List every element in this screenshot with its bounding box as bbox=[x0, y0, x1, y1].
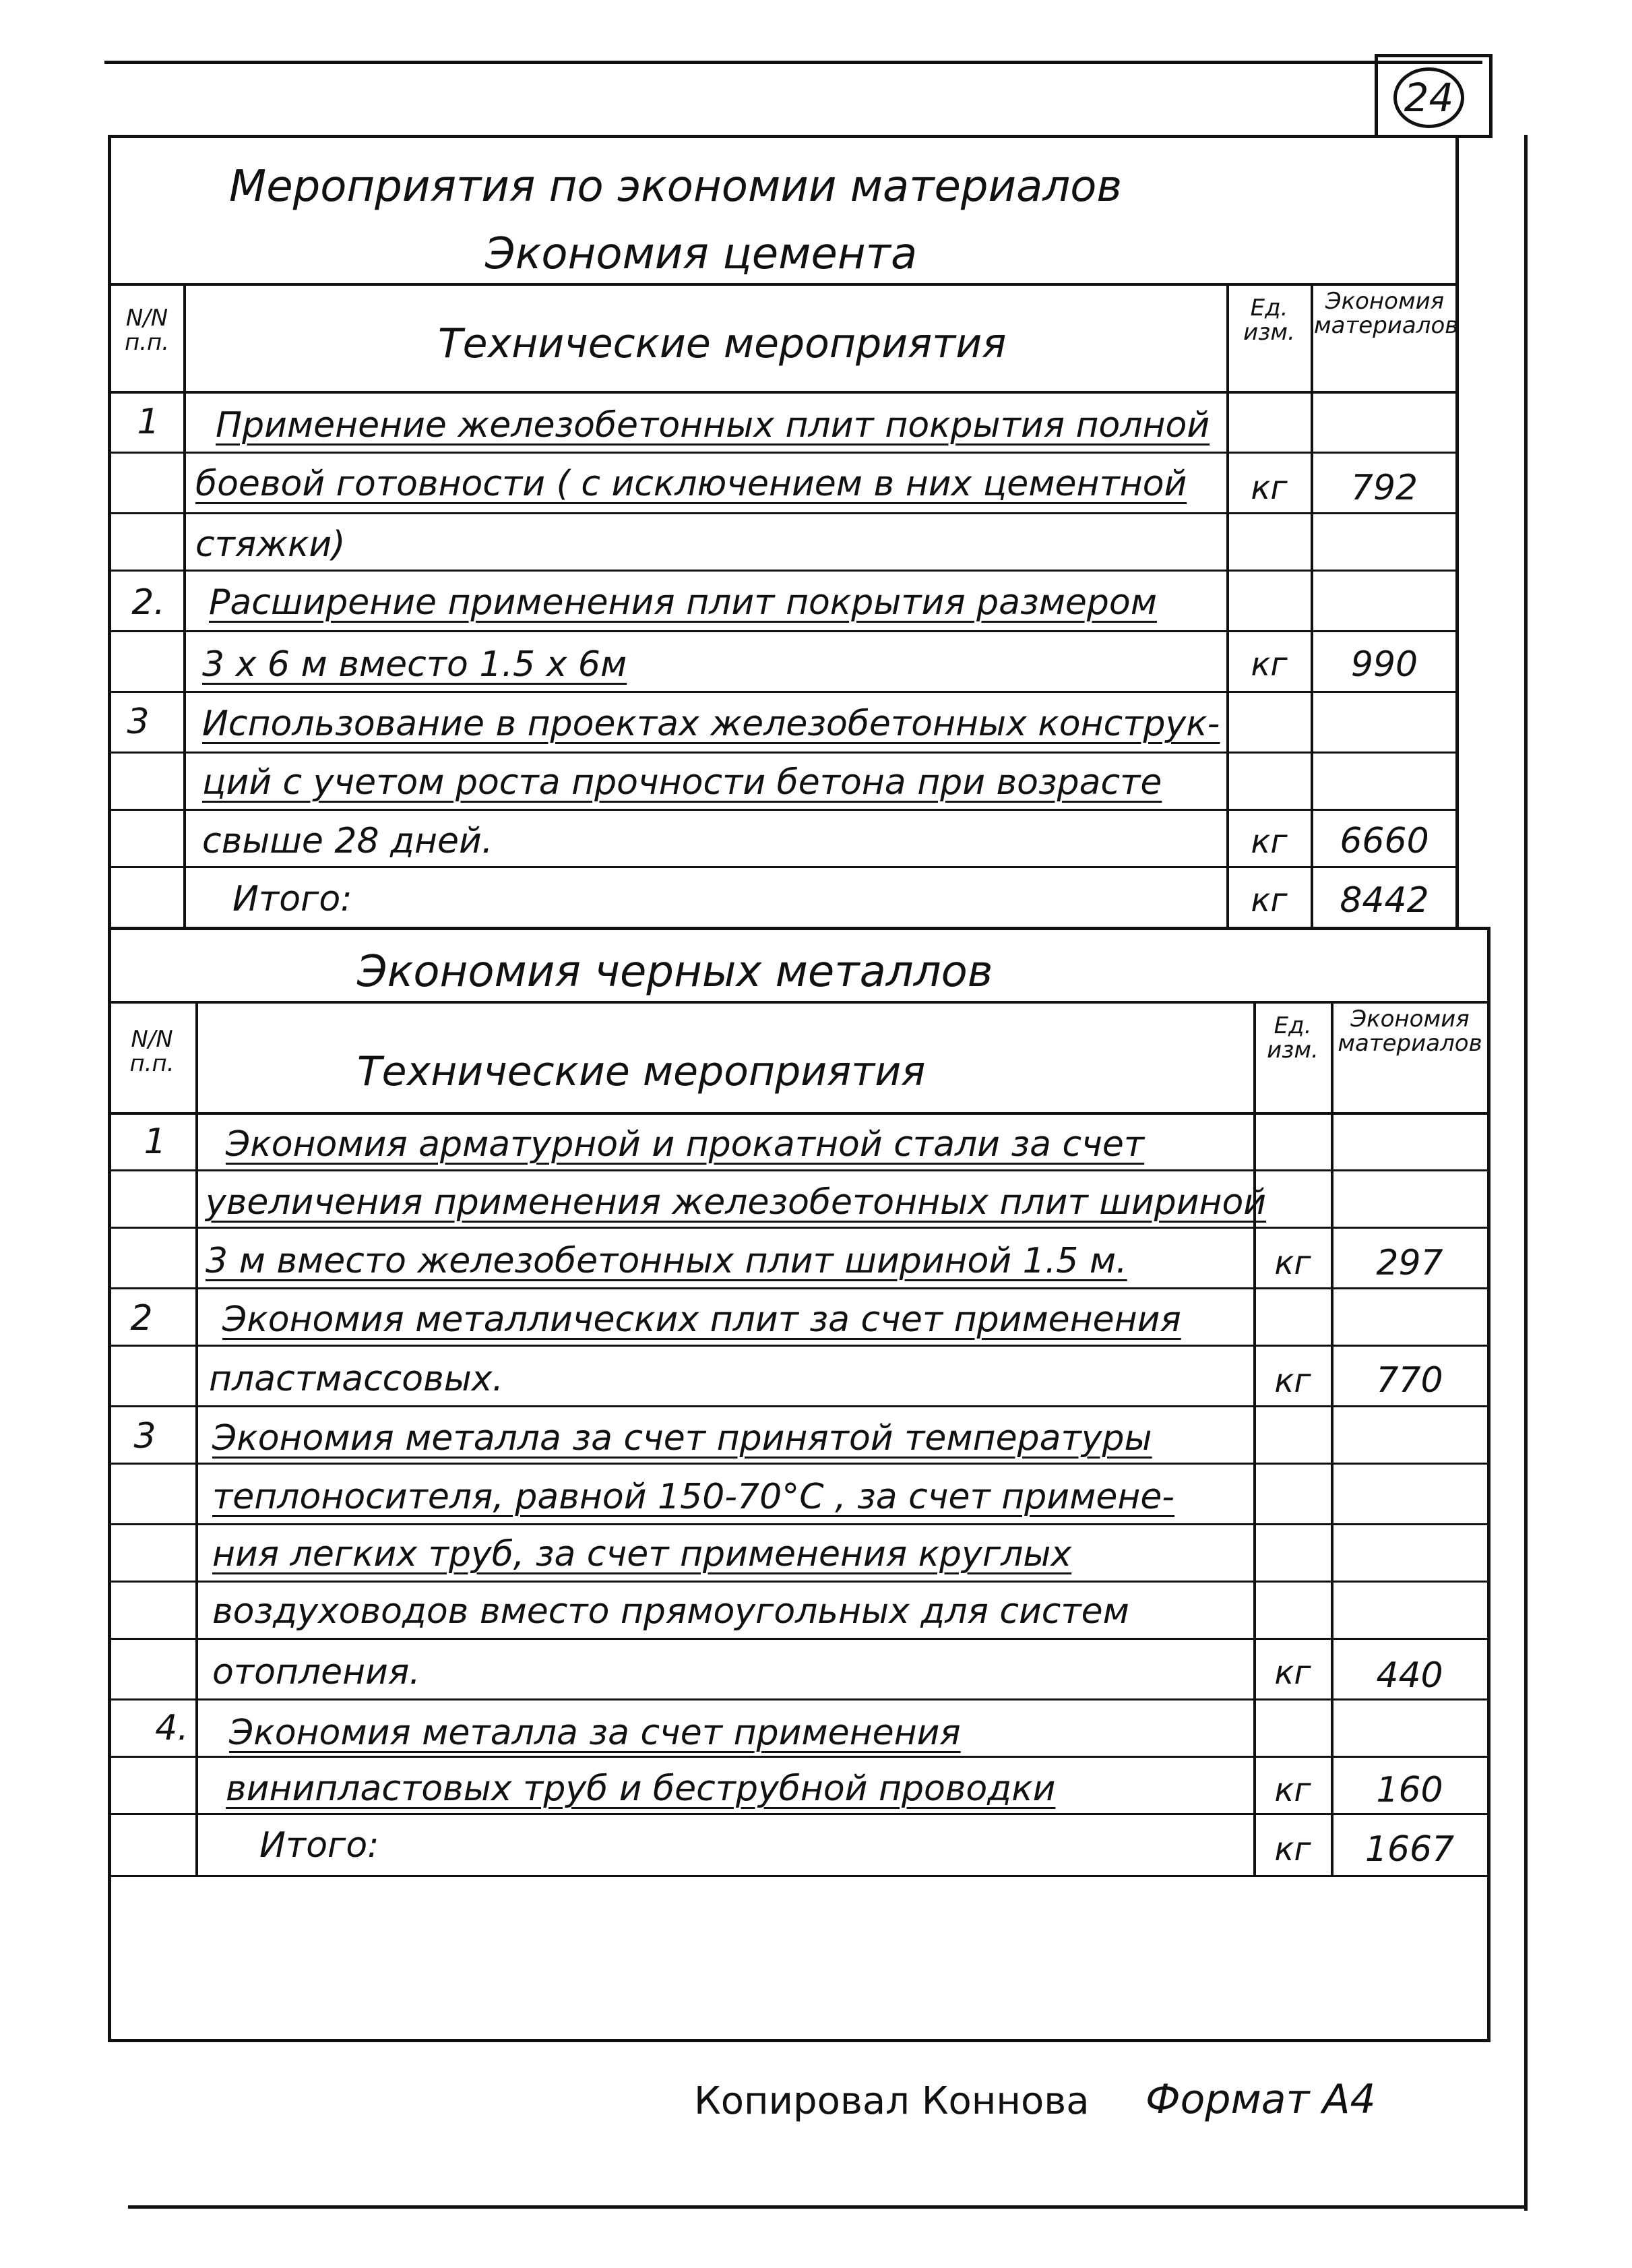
metals-row-line bbox=[108, 1523, 1490, 1525]
cement-col-line-2 bbox=[1226, 283, 1229, 930]
row-number: 4. bbox=[155, 1708, 189, 1748]
row-text: Экономия металла за счет применения bbox=[229, 1713, 961, 1753]
bottom-border-line bbox=[128, 2205, 1528, 2209]
cement-col-value-header: Экономия материалов bbox=[1314, 288, 1459, 339]
row-text: свыше 28 дней. bbox=[202, 821, 493, 861]
cement-col-desc-header: Технические мероприятия bbox=[438, 320, 1007, 367]
row-text: ния легких труб, за счет применения круглых bbox=[212, 1534, 1072, 1574]
metals-row-line bbox=[108, 1756, 1490, 1758]
total-label: Итого: bbox=[259, 1825, 379, 1866]
cement-col-line-1 bbox=[183, 283, 186, 930]
row-text: Экономия металлических плит за счет применения bbox=[222, 1299, 1181, 1340]
row-unit: кг bbox=[1274, 1244, 1311, 1282]
row-number: 2. bbox=[131, 582, 165, 623]
row-text: Экономия металла за счет принятой температуры bbox=[212, 1418, 1152, 1459]
total-value: 8442 bbox=[1340, 880, 1429, 921]
row-text: 3 х 6 м вместо 1.5 х 6м bbox=[202, 644, 627, 685]
row-value: 6660 bbox=[1340, 821, 1429, 861]
metals-row-line bbox=[108, 1813, 1490, 1815]
format-label: Формат А4 bbox=[1145, 2076, 1376, 2123]
metals-row-line bbox=[108, 1345, 1490, 1347]
right-outer-line bbox=[1524, 135, 1528, 2211]
row-text: Экономия арматурной и прокатной стали за счет bbox=[226, 1124, 1145, 1165]
cement-row-line bbox=[108, 630, 1459, 632]
row-text: отопления. bbox=[212, 1652, 420, 1692]
row-text: Применение железобетонных плит покрытия полной bbox=[216, 405, 1210, 446]
metals-row-line bbox=[108, 1463, 1490, 1465]
cement-header-top-line bbox=[108, 283, 1459, 286]
row-number: 3 bbox=[133, 1416, 156, 1457]
metals-col-line-3 bbox=[1331, 1001, 1333, 1877]
copied-by-label: Копировал Коннова bbox=[694, 2079, 1090, 2123]
row-value: 792 bbox=[1350, 468, 1418, 508]
cement-row-line bbox=[108, 809, 1459, 811]
metals-row-line bbox=[108, 1287, 1490, 1289]
metals-section-title: Экономия черных металлов bbox=[357, 947, 993, 997]
row-text: увеличения применения железобетонных плит шириной bbox=[206, 1182, 1267, 1223]
metals-row-line bbox=[108, 1698, 1490, 1700]
cement-col-num-header: N/N п.п. bbox=[124, 305, 170, 356]
cement-row-line bbox=[108, 691, 1459, 693]
cement-header-bottom-line bbox=[108, 391, 1459, 394]
row-unit: кг bbox=[1274, 1771, 1311, 1809]
metals-col-desc-header: Технические мероприятия bbox=[357, 1048, 926, 1095]
cement-col-unit-header: Ед. изм. bbox=[1243, 295, 1295, 346]
row-value: 297 bbox=[1376, 1243, 1443, 1283]
cement-col-line-3 bbox=[1311, 283, 1313, 930]
row-text: 3 м вместо железобетонных плит шириной 1.5 м. bbox=[206, 1241, 1127, 1281]
row-value: 160 bbox=[1376, 1770, 1443, 1810]
metals-row-line bbox=[108, 1405, 1490, 1407]
metals-header-bottom-line bbox=[108, 1112, 1490, 1115]
cement-section-title: Экономия цемента bbox=[485, 229, 918, 279]
row-unit: кг bbox=[1251, 646, 1288, 683]
row-text: боевой готовности ( с исключением в них цементной bbox=[195, 464, 1187, 504]
row-number: 1 bbox=[137, 402, 160, 442]
row-number: 1 bbox=[144, 1122, 166, 1162]
row-text: теплоносителя, равной 150-70°С , за счет примене- bbox=[212, 1477, 1175, 1517]
cement-row-line bbox=[108, 570, 1459, 572]
row-text: ций с учетом роста прочности бетона при возрасте bbox=[202, 762, 1162, 803]
cement-row-line bbox=[108, 752, 1459, 754]
metals-row-line bbox=[108, 1581, 1490, 1583]
total-value: 1667 bbox=[1364, 1829, 1455, 1870]
total-label: Итого: bbox=[232, 879, 352, 919]
cement-row-line bbox=[108, 512, 1459, 514]
metals-row-line bbox=[108, 1227, 1490, 1229]
row-unit: кг bbox=[1274, 1654, 1311, 1692]
metals-row-line bbox=[108, 1638, 1490, 1640]
metals-col-unit-header: Ед. изм. bbox=[1267, 1012, 1319, 1064]
metals-row-line bbox=[108, 1169, 1490, 1171]
row-text: винипластовых труб и беструбной проводки bbox=[226, 1769, 1056, 1809]
row-value: 990 bbox=[1350, 644, 1418, 685]
metals-col-line-2 bbox=[1253, 1001, 1256, 1877]
row-text: Использование в проектах железобетонных конструк- bbox=[202, 704, 1220, 744]
row-text: Расширение применения плит покрытия размером bbox=[209, 582, 1157, 623]
total-unit: кг bbox=[1274, 1831, 1311, 1868]
row-number: 3 bbox=[127, 702, 150, 742]
metals-col-num-header: N/N п.п. bbox=[129, 1026, 175, 1077]
row-unit: кг bbox=[1251, 469, 1288, 507]
cement-row-line bbox=[108, 866, 1459, 868]
row-unit: кг bbox=[1251, 823, 1288, 861]
row-unit: кг bbox=[1274, 1362, 1311, 1400]
row-number: 2 bbox=[130, 1298, 153, 1339]
row-text: воздуховодов вместо прямоугольных для систем bbox=[212, 1591, 1129, 1632]
row-text: стяжки) bbox=[195, 524, 346, 565]
cement-row-line bbox=[108, 452, 1459, 454]
metals-col-value-header: Экономия материалов bbox=[1338, 1006, 1482, 1057]
metals-header-top-line bbox=[108, 1001, 1490, 1004]
row-value: 440 bbox=[1376, 1655, 1443, 1696]
top-border-line bbox=[104, 61, 1482, 64]
metals-row-line bbox=[108, 1875, 1490, 1877]
document-heading: Мероприятия по экономии материалов bbox=[229, 162, 1123, 212]
total-unit: кг bbox=[1251, 882, 1288, 919]
page-number: 24 bbox=[1393, 67, 1464, 128]
metals-col-line-1 bbox=[195, 1001, 198, 1877]
row-value: 770 bbox=[1376, 1360, 1443, 1401]
row-text: пластмассовых. bbox=[209, 1359, 504, 1399]
